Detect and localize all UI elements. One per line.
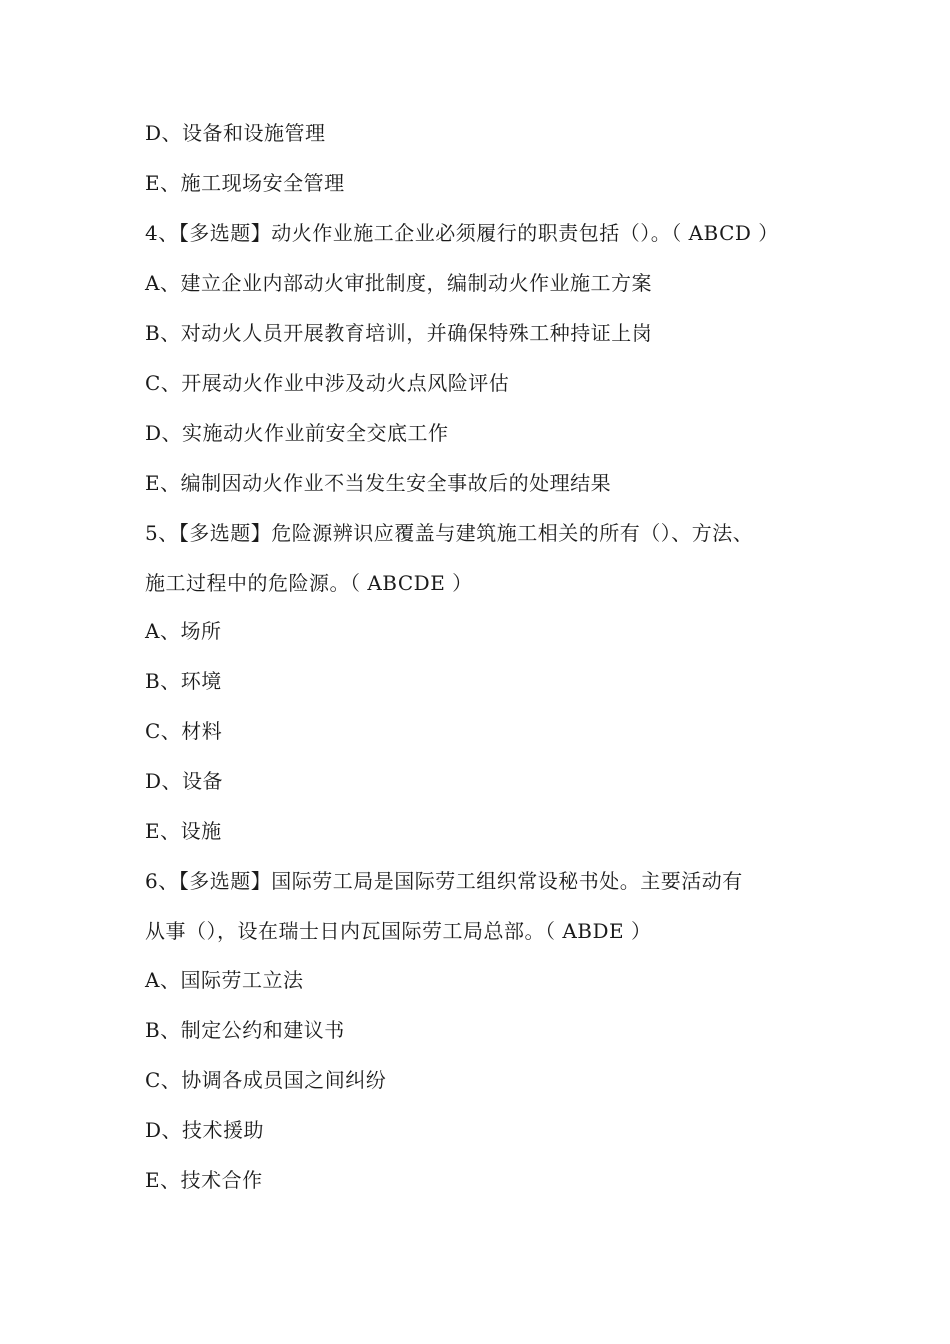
question-line: 4、【多选题】动火作业施工企业必须履行的职责包括（）。（ ABCD ） [145,221,779,245]
option-line: C、协调各成员国之间纠纷 [145,1068,387,1092]
question-line: 6、【多选题】国际劳工局是国际劳工组织常设秘书处。主要活动有 [145,869,743,893]
option-line: B、制定公约和建议书 [145,1018,345,1042]
question-line: 从事（），设在瑞士日内瓦国际劳工局总部。（ ABDE ） [145,919,652,943]
option-line: E、编制因动火作业不当发生安全事故后的处理结果 [145,471,612,495]
option-line: E、技术合作 [145,1168,263,1192]
question-line: 施工过程中的危险源。（ ABCDE ） [145,571,473,595]
question-line: 5、【多选题】危险源辨识应覆盖与建筑施工相关的所有（）、方法、 [145,521,754,545]
option-line: A、建立企业内部动火审批制度，编制动火作业施工方案 [145,271,652,295]
option-line: B、环境 [145,669,222,693]
option-line: A、国际劳工立法 [145,968,304,992]
option-line: C、开展动火作业中涉及动火点风险评估 [145,371,510,395]
option-line: E、施工现场安全管理 [145,171,345,195]
option-line: D、技术援助 [145,1118,265,1142]
option-line: D、设备 [145,769,224,793]
option-line: A、场所 [145,619,222,643]
option-line: C、材料 [145,719,223,743]
option-line: D、实施动火作业前安全交底工作 [145,421,449,445]
option-line: D、设备和设施管理 [145,121,326,145]
option-line: E、设施 [145,819,222,843]
option-line: B、对动火人员开展教育培训，并确保特殊工种持证上岗 [145,321,653,345]
